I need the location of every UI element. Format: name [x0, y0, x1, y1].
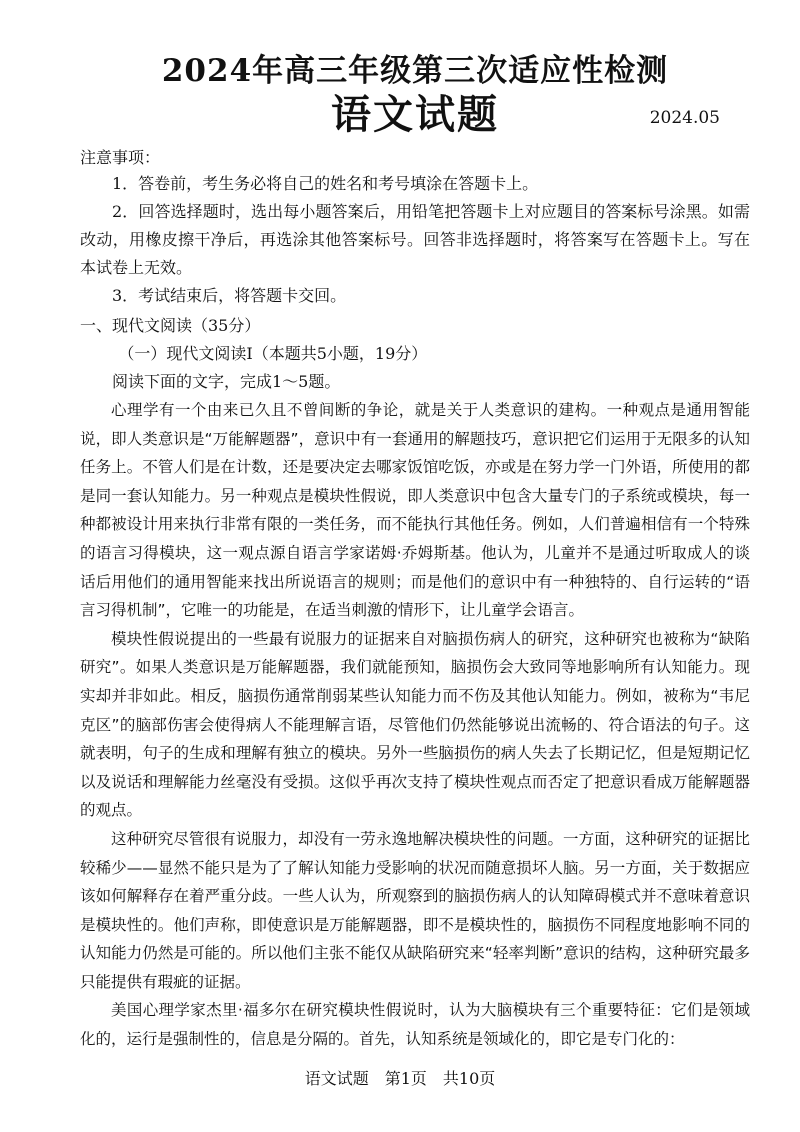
subject-title: 语文试题 — [331, 91, 499, 138]
notice-item: 2．回答选择题时，选出每小题答案后，用铅笔把答题卡上对应题目的答案标号涂黑。如需改动，用橡皮擦干净后，再选涂其他答案标号。回答非选择题时，将答案写在答题卡上。写在本试卷上无效。 — [80, 202, 750, 277]
passage-paragraph: 心理学有一个由来已久且不曾间断的争论，就是关于人类意识的建构。一种观点是通用智能说，即人类意识是“万能解题器”，意识中有一套通用的解题技巧，意识把它们运用于无限多的认知任务上。不管人们是在计数，还是要决定去哪家饭馆吃饭，亦或是在努力学一门外语，所使用的都是同一套认知能力。另一种观点是模块性假说，即人类意识中包含大量专门的子系统或模块，每一种都被设计用来执行非常有限的一类任务，而不能执行其他任务。例如，人们普遍相信有一个特殊的语言习得模块，这一观点源自语言学家诺姆·乔姆斯基。他认为，儿童并不是通过听取成人的谈话后用他们的通用智能来找出所说语言的规则；而是他们的意识中有一种独特的、自行运转的“语言习得机制”，它唯一的功能是，在适当刺激的情形下，让儿童学会语言。 — [80, 401, 750, 620]
exam-date: 2024.05 — [649, 108, 720, 128]
page-footer: 语文试题 第1页 共10页 — [304, 1069, 496, 1088]
passage-paragraph: 这种研究尽管很有说服力，却没有一劳永逸地解决模块性的问题。一方面，这种研究的证据比较稀少——显然不能只是为了了解认知能力受影响的状况而随意损坏人脑。另一方面，关于数据应该如何解释存在着严重分歧。一些人认为，所观察到的脑损伤病人的认知障碍模式并不意味着意识是模块性的。他们声称，即使意识是万能解题器，即不是模块性的，脑损伤不同程度地影响不同的认知能力仍然是可能的。所以他们主张不能仅从缺陷研究来“轻率判断”意识的结构，这种研究最多只能提供有瑕疵的证据。 — [80, 829, 750, 991]
passage-paragraph: 美国心理学家杰里·福多尔在研究模块性假说时，认为大脑模块有三个重要特征：它们是领域化的，运行是强制性的，信息是分隔的。首先，认知系统是领域化的，即它是专门化的： — [80, 1001, 750, 1049]
notice-item: 3．考试结束后，将答题卡交回。 — [112, 286, 347, 305]
passage-paragraph: 模块性假说提出的一些最有说服力的证据来自对脑损伤病人的研究，这种研究也被称为“缺陷研究”。如果人类意识是万能解题器，我们就能预知，脑损伤会大致同等地影响所有认知能力。现实却并非如此。相反，脑损伤通常削弱某些认知能力而不伤及其他认知能力。例如，被称为“韦尼克区”的脑部伤害会使得病人不能理解言语，尽管他们仍然能够说出流畅的、符合语法的句子。这就表明，句子的生成和理解有独立的模块。另外一些脑损伤的病人失去了长期记忆，但是短期记忆以及说话和理解能力丝毫没有受损。这似乎再次支持了模块性观点而否定了把意识看成万能解题器的观点。 — [80, 629, 750, 820]
reading-instruction: 阅读下面的文字，完成1～5题。 — [112, 372, 341, 391]
subsection-heading: （一）现代文阅读Ⅰ（本题共5小题，19分） — [118, 344, 428, 363]
section-heading: 一、现代文阅读（35分） — [80, 316, 261, 335]
exam-title: 2024年高三年级第三次适应性检测 — [161, 53, 669, 89]
subtitle-row — [80, 90, 750, 142]
notice-item: 1．答卷前，考生务必将自己的姓名和考号填涂在答题卡上。 — [112, 174, 539, 193]
notice-heading: 注意事项： — [80, 148, 161, 167]
